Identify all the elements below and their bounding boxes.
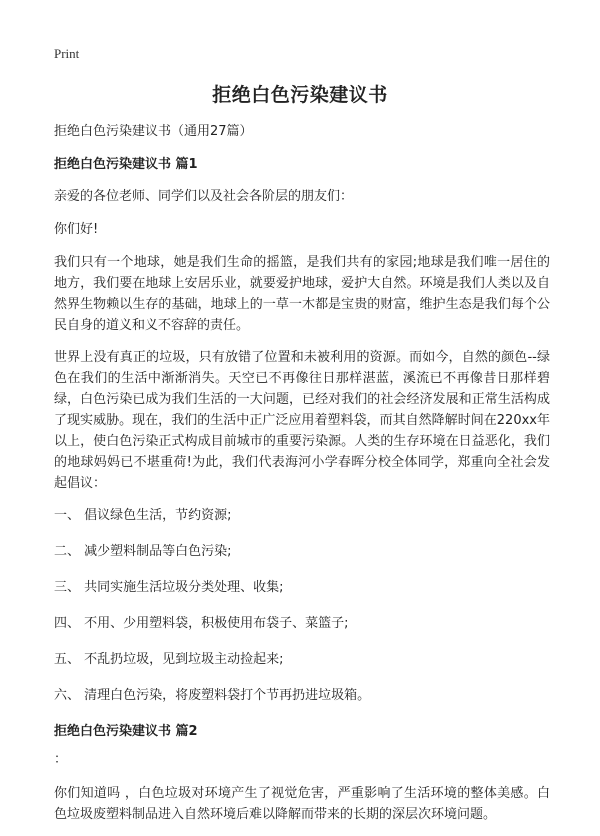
list-item: 六、 清理白色污染，将废塑料袋打个节再扔进垃圾箱。 (54, 688, 371, 703)
list-item: 三、 共同实施生活垃圾分类处理、收集; (54, 580, 284, 595)
print-label: Print (54, 46, 80, 61)
list-item: 五、 不乱扔垃圾，见到垃圾主动捡起来; (54, 652, 284, 667)
section-mark: ： (54, 752, 68, 767)
list-item: 四、 不用、少用塑料袋，积极使用布袋子、菜篮子; (54, 616, 349, 631)
paragraph-2: 世界上没有真正的垃圾，只有放错了位置和未被利用的资源。而如今，自然的颜色--绿色在我们的生活中渐渐消失。天空已不再像往日那样湛蓝，溪流已不再像昔日那样碧绿，白色污染已成为我们生活的一大问题，已经对我们的社会经济发展和正常生活构成了现实威胁。现在，我们的生活中正广泛应用着塑料袋，而其自然降解时间在220xx年以上，使白色污染正式构成目前城市的重要污染源。人类的生存环境在日益恶化，我们的地球妈妈已不堪重荷!为此，我们代表海河小学春晖分校全体同学，郑重向全社会发起倡议： (54, 350, 550, 491)
list-item: 二、 减少塑料制品等白色污染; (54, 544, 232, 559)
paragraph-1: 我们只有一个地球，她是我们生命的摇篮，是我们共有的家园;地球是我们唯一居住的地方，我们要在地球上安居乐业，就要爱护地球，爱护大自然。环境是我们人类以及自然界生物赖以生存的基础，地球上的一草一木都是宝贵的财富，维护生态是我们每个公民自身的道义和义不容辞的责任。 (54, 255, 550, 333)
document-body (54, 121, 550, 836)
section-heading-1: 拒绝白色污染建议书 篇1 (54, 157, 198, 172)
list-item: 一、 倡议绿色生活，节约资源; (54, 508, 232, 523)
salutation: 亲爱的各位老师、同学们以及社会各阶层的朋友们： (54, 189, 354, 204)
greeting: 你们好! (54, 222, 99, 237)
paragraph-3: 你们知道吗 ，白色垃圾对环境产生了视觉危害，严重影响了生活环境的整体美感。白色垃圾废塑料制品进入自然环境后难以降解而带来的长期的深层次环境问题。 (54, 786, 550, 822)
section-heading-2: 拒绝白色污染建议书 篇2 (54, 724, 198, 739)
document-subtitle: 拒绝白色污染建议书（通用27篇） (54, 124, 253, 139)
page-title: 拒绝白色污染建议书 (212, 84, 388, 106)
